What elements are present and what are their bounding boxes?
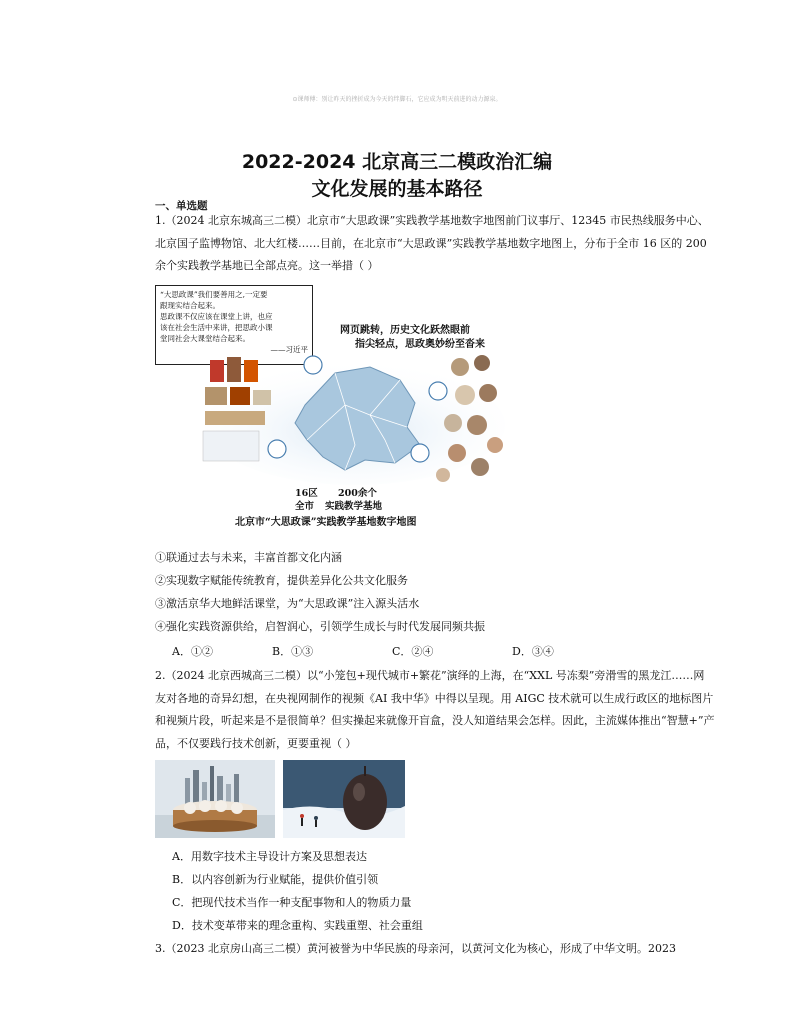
q1-statement-2: ②实现数字赋能传统教育，提供差异化公共文化服务 [155,574,408,587]
question-1-stem: 1.（2024 北京东城高三二模）北京市“大思政课”实践教学基地数字地图前门议事厅、12345 市民热线服务中心、北京国子监博物馆、北大红楼……目前，在北京市“大思政课”实践教学基地数字地图上，分布于全市 16 区的 200 余个实践教学基地已全部点亮。这一举措（ ） [155,214,709,272]
quote-line: 思政课不仅应该在课堂上讲，也应 [160,312,273,321]
label-200-bases: 200余个 [338,488,377,499]
slogan-line-2: 指尖轻点，思政奥妙纷至沓来 [355,339,485,350]
question-1-figure [155,285,515,530]
page-subtitle: 文化发展的基本路径 [311,178,483,200]
q1-choice-b[interactable]: B．①③ [272,645,314,658]
quote-line: 该在社会生活中来讲，把思政小课 [160,323,273,332]
beijing-map-illustration [195,345,505,485]
section-title: 一、单选题 [155,200,208,212]
quote-signature: ——习近平 [270,345,308,354]
q1-choice-c[interactable]: C．②④ [392,645,434,658]
shanghai-xiaolongbao-image [155,760,275,838]
q1-choice-a[interactable]: A．①② [172,645,213,658]
q1-statement-3: ③激活京华大地鲜活课堂，为“大思政课”注入源头活水 [155,597,420,610]
q2-choice-a[interactable]: A．用数字技术主导设计方案及思想表达 [172,850,367,863]
q2-choice-c[interactable]: C．把现代技术当作一种支配事物和人的物质力量 [172,896,412,909]
question-3-stem: 3.（2023 北京房山高三二模）黄河被誉为中华民族的母亲河，以黄河文化为核心，形成了中华文明。2023 [155,942,676,955]
figure-caption: 北京市“大思政课”实践教学基地数字地图 [235,517,417,528]
page-title: 2022-2024 北京高三二模政治汇编 [241,151,553,173]
q1-statement-1: ①联通过去与未来，丰富首都文化内涵 [155,551,342,564]
label-practice-base: 实践教学基地 [325,501,383,512]
label-16-districts: 16区 [295,488,318,499]
quote-line: “大思政课”我们要善用之,一定要 [160,290,268,299]
slogan-line-1: 网页跳转，历史文化跃然眼前 [340,325,470,336]
header-note: ⊙课师傅：别让昨天的挫折成为今天的绊脚石，它应成为明天前进的动力源泉。 [292,96,502,103]
heilongjiang-frozen-pear-image [283,760,405,838]
q1-statement-4: ④强化实践资源供给，启智润心，引领学生成长与时代发展同频共振 [155,620,485,633]
label-whole-city: 全市 [295,501,315,512]
q2-choice-b[interactable]: B．以内容创新为行业赋能，提供价值引领 [172,873,379,886]
quote-line: 跟现实结合起来。 [160,301,220,310]
q2-choice-d[interactable]: D．技术变革带来的理念重构、实践重塑、社会重组 [172,919,423,932]
quote-line: 堂同社会大课堂结合起来。 [160,334,250,343]
question-2-stem: 2.（2024 北京西城高三二模）以“小笼包+现代城市+繁花”演绎的上海，在“XXL 号冻梨”旁滑雪的黑龙江……网友对各地的奇异幻想，在央视网制作的视频《AI 我中华》中得以呈现。用 AIGC 技术就可以生成行政区的地标图片和视频片段，听起来是不是很简单？但实操起来就像开盲盒，没人知道结果会怎样。因此，主流媒体推出“智慧+”产品，不仅要践行技术创新，更要重视（ ） [155,669,715,750]
q1-choice-d[interactable]: D．③④ [512,645,554,658]
